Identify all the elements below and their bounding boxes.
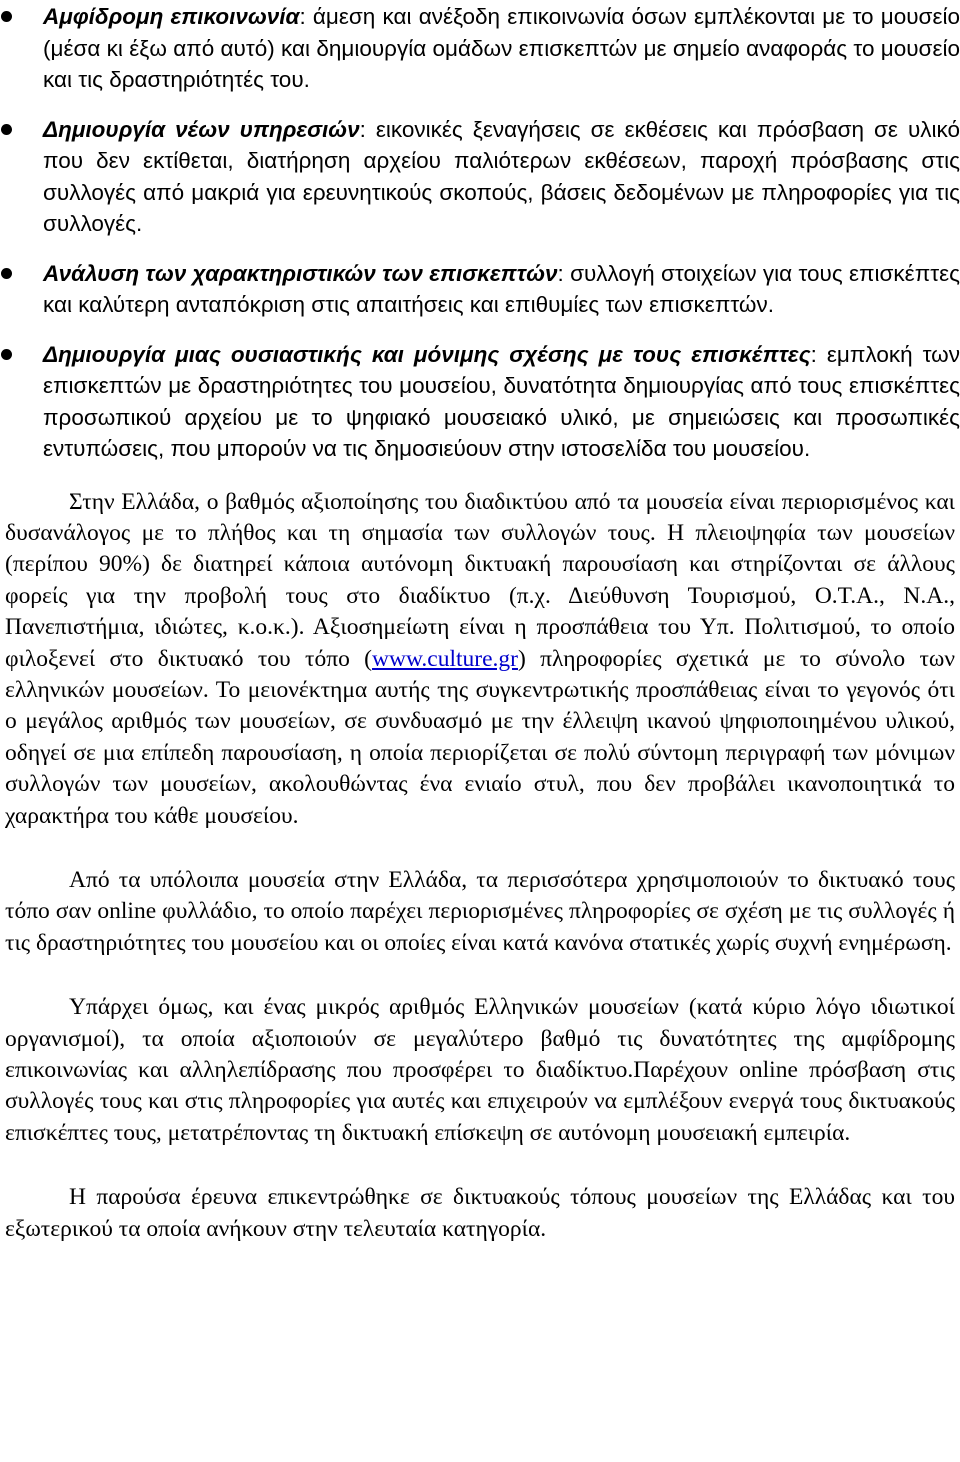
culture-gr-link[interactable]: www.culture.gr bbox=[372, 645, 518, 672]
bullet-text: : εμπλοκή των επισκεπτών με δραστηριότητες του μουσείου, δυνατότητα δημιουργίας από τους επισκέπτες προσωπικού αρχείου με το ψηφιακό μουσειακό υλικό, με σημειώσεις και προσωπικές εντυπώσεις, που μπορούν να τις δημοσιεύουν στην ιστοσελίδα του μουσείου. bbox=[43, 341, 960, 461]
bullet-term: Δημιουργία μιας ουσιαστικής και μόνιμης σχέσης με τους επισκέπτες bbox=[43, 341, 811, 367]
paragraph-research-focus: Η παρούσα έρευνα επικεντρώθηκε σε δικτυακούς τόπους μουσείων της Ελλάδας και του εξωτερικού τα οποία ανήκουν στην τελευταία κατηγορία. bbox=[5, 1184, 955, 1242]
bullet-item bbox=[0, 114, 960, 240]
bullet-item bbox=[0, 258, 960, 321]
bullet-dot-icon bbox=[1, 124, 12, 135]
bullet-dot-icon bbox=[1, 349, 12, 360]
paragraph-private-museums: Υπάρχει όμως, και ένας μικρός αριθμός Ελληνικών μουσείων (κατά κύριο λόγο ιδιωτικοί οργανισμοί), τα οποία αξιοποιούν σε μεγαλύτερο βαθμό τις δυνατότητες της αμφίδρομης επικοινωνίας και αλληλεπίδρασης που προσφέρει το διαδίκτυο.Παρέχουν online πρόσβαση στις συλλογές τους και στις πληροφορίες για αυτές και επιχειρούν να εμπλέξουν ενεργά τους δικτυακούς επισκέπτες τους, μετατρέποντας τη δικτυακή επίσκεψη σε αυτόνομη μουσειακή εμπειρία. bbox=[5, 994, 955, 1146]
bullet-item bbox=[0, 1, 960, 96]
bullet-dot-icon bbox=[1, 268, 12, 279]
bullet-item bbox=[0, 339, 960, 465]
bullet-text: : εικονικές ξεναγήσεις σε εκθέσεις και πρόσβαση σε υλικό που δεν εκτίθεται, διατήρηση αρχείου παλιότερων εκθέσεων, παροχή πρόσβασης στις συλλογές από μακριά για ερευνητικούς σκοπούς, βάσεις δεδομένων με πληροφορίες για τις συλλογές. bbox=[43, 116, 960, 236]
paragraph-text: Στην Ελλάδα, ο βαθμός αξιοποίησης του διαδικτύου από τα μουσεία είναι περιορισμένος και δυσανάλογος με το πλήθος και τη σημασία των συλλογών τους. Η πλειοψηφία των μουσείων (περίπου 90%) δε διατηρεί κάποια αυτόνομη δικτυακή παρουσίαση και στηρίζονται σε άλλους φορείς για την προβολή τους στο διαδίκτυο (π.χ. Διεύθυνση Τουρισμού, Ο.Τ.Α., Ν.Α., Πανεπιστήμια, ιδιώτες, κ.ο.κ.). Αξιοσημείωτη είναι η προσπάθεια του Υπ. Πολιτισμού, το οποίο φιλοξενεί στο δικτυακό του τόπο ( bbox=[5, 488, 955, 672]
bullet-term: Αμφίδρομη επικοινωνία bbox=[43, 4, 300, 29]
bullet-dot-icon bbox=[1, 11, 12, 22]
benefits-bullet-list bbox=[0, 1, 960, 465]
bullet-term: Ανάλυση των χαρακτηριστικών των επισκεπτών bbox=[43, 260, 558, 286]
paragraph-remaining-museums: Από τα υπόλοιπα μουσεία στην Ελλάδα, τα περισσότερα χρησιμοποιούν το δικτυακό τους τόπο σαν online φυλλάδιο, το οποίο παρέχει περιορισμένες πληροφορίες σε σχέση με τις συλλογές ή τις δραστηριότητες του μουσείου και οι οποίες είναι κατά κανόνα στατικές χωρίς συχνή ενημέρωση. bbox=[5, 866, 955, 956]
paragraph-text: ) πληροφορίες σχετικά με το σύνολο των ελληνικών μουσείων. Το μειονέκτημα αυτής της συγκεντρωτικής προσπάθειας είναι το γεγονός ότι ο μεγάλος αριθμός των μουσείων, σε συνδυασμό με την έλλειψη ικανού ψηφιοποιημένου υλικού, οδηγεί σε μια επίπεδη παρουσίαση, η οποία περιορίζεται σε πολύ σύντομη περιγραφή των μόνιμων συλλογών των μουσείων, ακολουθώντας ένα ενιαίο στυλ, που δεν προβάλει ικανοποιητικά το χαρακτήρα του κάθε μουσείου. bbox=[5, 645, 956, 829]
paragraph-greece-museums bbox=[0, 487, 955, 832]
bullet-text: : άμεση και ανέξοδη επικοινωνία όσων εμπλέκονται με το μουσείο (μέσα κι έξω από αυτό) και δημιουργία ομάδων επισκεπτών με σημείο αναφοράς το μουσείο και τις δραστηριότητές του. bbox=[43, 4, 960, 92]
bullet-text: : συλλογή στοιχείων για τους επισκέπτες και καλύτερη ανταπόκριση στις απαιτήσεις και επιθυμίες των επισκεπτών. bbox=[43, 260, 960, 317]
bullet-term: Δημιουργία νέων υπηρεσιών bbox=[43, 116, 360, 142]
